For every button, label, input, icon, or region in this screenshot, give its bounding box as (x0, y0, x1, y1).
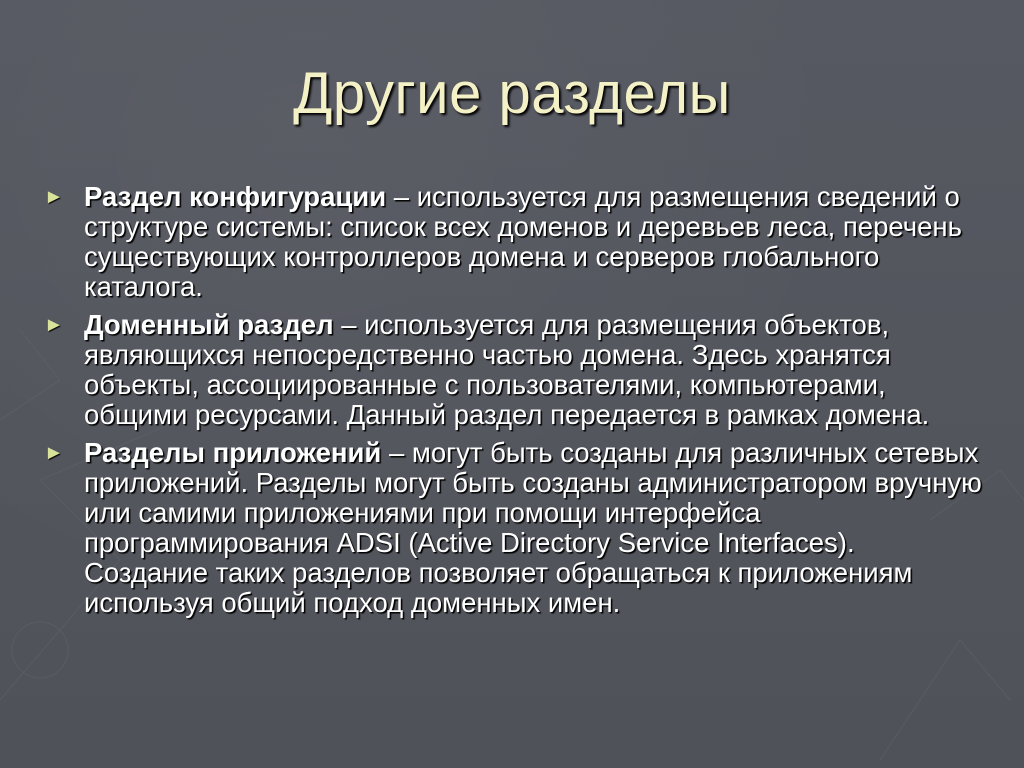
triangle-bullet-icon: ► (44, 314, 64, 336)
bullet-text: – используется для размещения объектов, являющихся непосредственно частью домена. Здесь хранятся объекты, ассоциированные с пользователями, компьютерами, общими ресурсами. Данный раздел передается в рамках домена. (84, 309, 930, 430)
bullet-item-domain (44, 310, 984, 430)
bullet-term: Разделы приложений (84, 437, 382, 468)
bullet-list (44, 182, 984, 626)
triangle-bullet-icon: ► (44, 186, 64, 208)
slide-title: Другие разделы (293, 61, 731, 126)
bullet-item-configuration (44, 182, 984, 302)
bullet-text: – могут быть созданы для различных сетевых приложений. Разделы могут быть созданы администратором вручную или самими приложениями при помощи интерфейса программирования ADSI (Active Directory Service Interfaces). Создание таких разделов позволяет обращаться к приложениям используя общий подход доменных имен. (84, 437, 982, 618)
bullet-text: – используется для размещения сведений о структуре системы: список всех доменов и деревьев леса, перечень существующих контроллеров домена и серверов глобального каталога. (84, 181, 962, 302)
triangle-bullet-icon: ► (44, 442, 64, 464)
bullet-item-applications (44, 438, 984, 618)
bullet-term: Доменный раздел (84, 309, 334, 340)
bullet-term: Раздел конфигурации (84, 181, 387, 212)
